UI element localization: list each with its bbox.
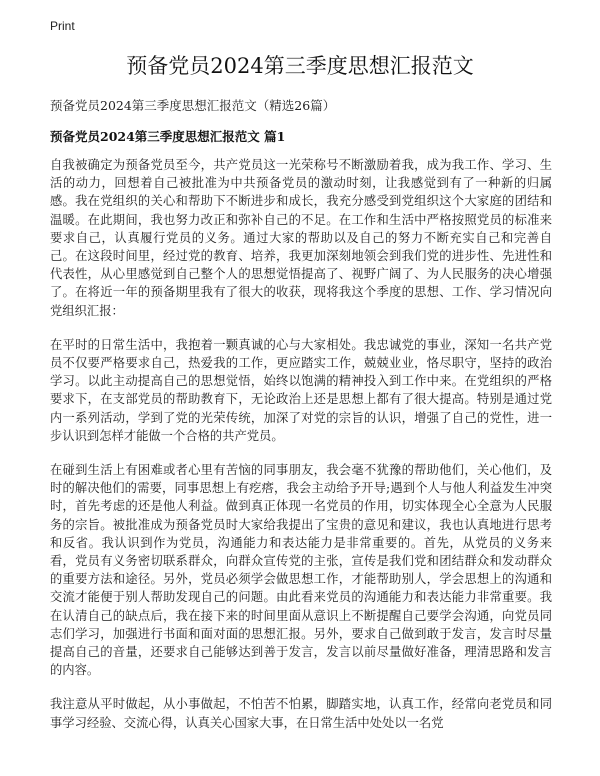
article-body xyxy=(50,156,552,748)
paragraph: 在平时的日常生活中，我抱着一颗真诚的心与大家相处。我忠诚党的事业，深知一名共产党员不仅要严格要求自己，热爱我的工作，更应踏实工作，兢兢业业，恪尽职守，坚持的政治学习。以此主动提高自己的思想觉悟，始终以饱满的精神投入到工作中来。在党组织的严格要求下，在支部党员的帮助教育下，无论政治上还是思想上都有了很大提高。特别是通过党内一系列活动，学到了党的光荣传统，加深了对党的宗旨的认识，增强了自己的党性，进一步认识到怎样才能做一个合格的共产党员。 xyxy=(50,337,552,443)
paragraph: 自我被确定为预备党员至今，共产党员这一光荣称号不断激励着我，成为我工作、学习、生活的动力，回想着自己被批准为中共预备党员的激动时刻，让我感觉到有了一种新的归属感。我在党组织的关心和帮助下不断进步和成长，我充分感受到党组织这个大家庭的团结和温暖。在此期间，我也努力改正和弥补自己的不足。在工作和生活中严格按照党员的标准来要求自己，认真履行党员的义务。通过大家的帮助以及自己的努力不断充实自己和完善自己。在这段时间里，经过党的教育、培养，我更加深刻地领会到我们党的进步性、先进性和代表性，从心里感觉到自己整个人的思想觉悟提高了、视野广阔了、为人民服务的决心增强了。在将近一年的预备期里我有了很大的收获，现将我这个季度的思想、工作、学习情况向党组织汇报： xyxy=(50,158,552,318)
section-heading: 预备党员2024第三季度思想汇报范文 篇1 xyxy=(50,129,286,144)
paragraph: 我注意从平时做起，从小事做起，不怕苦不怕累，脚踏实地，认真工作，经常向老党员和同事学习经验、交流心得，认真关心国家大事，在日常生活中处处以一名党 xyxy=(50,697,552,730)
print-link[interactable]: Print xyxy=(50,19,75,33)
page-title: 预备党员2024第三季度思想汇报范文 xyxy=(126,54,474,78)
document-subtitle: 预备党员2024第三季度思想汇报范文（精选26篇） xyxy=(50,98,336,113)
paragraph: 在碰到生活上有困难或者心里有苦恼的同事朋友，我会毫不犹豫的帮助他们，关心他们，及时的解决他们的需要，同事思想上有疙瘩，我会主动给予开导;遇到个人与他人利益发生冲突时，首先考虑的还是他人利益。做到真正体现一名党员的作用，切实体现全心全意为人民服务的宗旨。被批准成为预备党员时大家给我提出了宝贵的意见和建议，我也认真地进行思考和反省。我认识到作为党员，沟通能力和表达能力是非常重要的。首先，从党员的义务来看，党员有义务密切联系群众，向群众宣传党的主张，宣传是我们党和团结群众和发动群众的重要方法和途径。另外，党员必须学会做思想工作，才能帮助别人，学会思想上的沟通和交流才能便于别人帮助发现自己的问题。由此看来党员的沟通能力和表达能力非常重要。我在认清自己的缺点后，我在接下来的时间里面从意识上不断提醒自己要学会沟通，向党员同志们学习，加强进行书面和面对面的思想汇报。另外，要求自己做到敢于发言，发言时尽量提高自己的音量，还要求自己能够达到善于发言，发言以前尽量做好准备，理清思路和发言的内容。 xyxy=(50,463,552,678)
